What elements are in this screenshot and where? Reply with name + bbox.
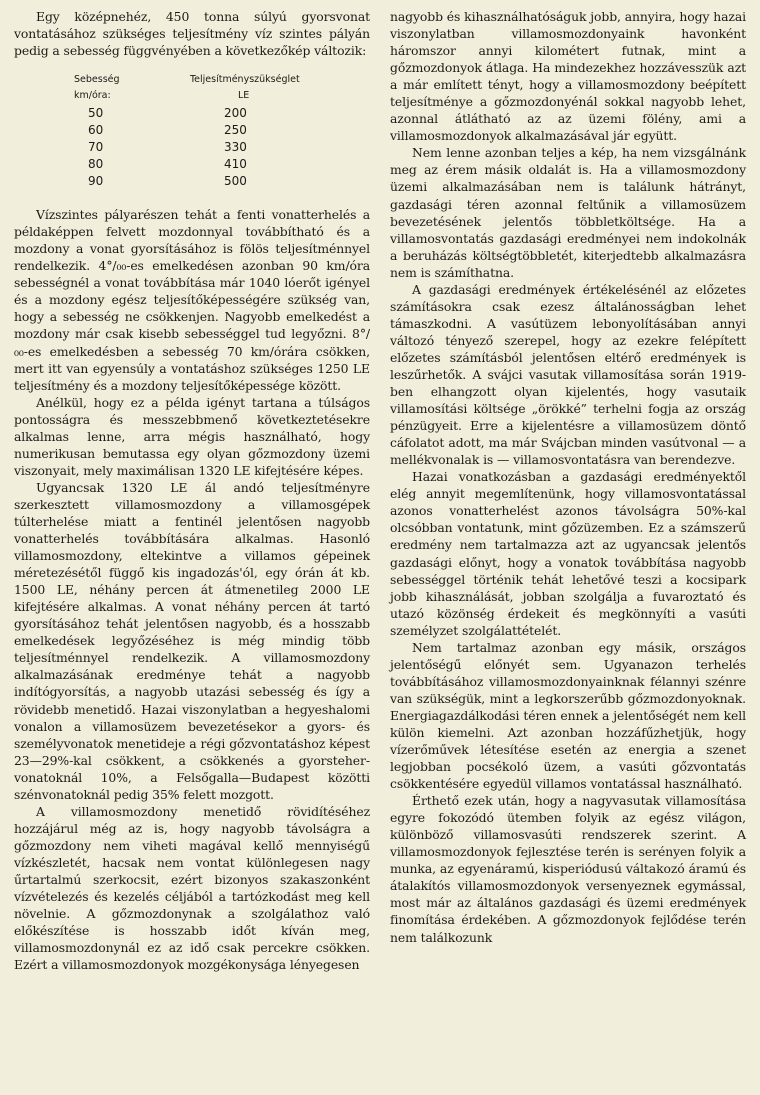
body-paragraph: Nem lenne azonban teljes a kép, ha nem vizsgálnánk meg az érem másik oldalát is. Ha a villamosmozdony üzemi alkalmazásában nem is találunk hátrányt, gazdasági téren azonnal feltűnik a villamosüzem bevezetésének jelentős többletköltsége. Ha a villamosvontatás gazdasági eredményei nem indokolnák a beruházás költségtöbbletét, kiterjedtebb alkalmazásra nem is számíthatna. bbox=[390, 145, 746, 280]
table-row bbox=[74, 105, 370, 122]
body-paragraph: A villamosmozdony menetidő rövidítéséhez hozzájárul még az is, hogy nagyobb távolságra a gőzmozdony nem viheti magával kellő mennyiségű vízkészletét, hacsak nem vontat különlegesen nagy űrtartalmú szerkocsit, ezért bizonyos szakaszonként vízvételezés és kezelés céljából a tartózkodást meg kell növelnie. A gőzmozdonynak a szolgálathoz való előkészítése is hosszabb időt kíván meg, villamosmozdonynál ez az idő csak percekre csökken. Ezért a villamosmozdonyok mozgékonysága lényegesen bbox=[14, 803, 370, 973]
table-cell-power: 250 bbox=[223, 123, 247, 138]
table-cell-speed: 80 bbox=[88, 157, 104, 172]
table-row bbox=[74, 122, 370, 139]
table-cell-power: 410 bbox=[223, 157, 247, 172]
table-cell-power: 330 bbox=[223, 140, 247, 155]
body-paragraph: A gazdasági eredmények értékelésénél az előzetes számításokra csak ezesz általánosságban lehet támaszkodni. A vasútüzem lebonyolításában annyi változó tényező szerepel, hogy az ezekre felépített előzetes számításból jelentősen eltérő eredmények is leszűrhetők. A svájci vasutak villamosítása során 1919-ben elhangzott olyan kijelentés, hogy vasutaik villamosítási költsége „örökké” terhelni fogja az ország pénzügyeit. Erre a kijelentésre a villamosüzem döntő cáfolatot adott, ma már Svájcban minden vasútvonal — a mellékvonalak is — villamosvontatásra van berendezve. bbox=[390, 281, 746, 468]
body-paragraph: Nem tartalmaz azonban egy másik, országos jelentőségű előnyét sem. Ugyanazon terhelés továbbításához villamosmozdonyainknak félannyi szénre van szükségük, mint a legkorszerűbb gőzmozdonyoknak. Energiagazdálkodási téren ennek a jelentőségét nem kell külön kiemelni. Azt azonban hozzáfűzhetjük, hogy vízerőművek létesítése esetén az energia a szenet legjobban pocsékoló üzem, a vasúti gőzvontatás csökkentésére egyedül villamos vontatással használható. bbox=[390, 639, 746, 792]
body-paragraph-continued: nagyobb és kihasználhatóságuk jobb, annyira, hogy hazai viszonylatban villamosmozdonyaink havonként háromszor annyi kilométert futnak, mint a gőzmozdonyok átlaga. Ha mindezekhez hozzávesszük azt a már említett tényt, hogy a villamosmozdony beépített teljesítménye a gőzmozdonyénál sokkal nagyobb lehet, azonnal átlátható az az üzemi fölény, ami a villamosmozdonyok alkalmazásával jár együtt. bbox=[390, 9, 746, 144]
table-header-power: Teljesítményszükséglet bbox=[189, 74, 300, 86]
body-paragraph: Érthető ezek után, hogy a nagyvasutak villamosítása egyre fokozódó ütemben folyik az egész világon, különböző villamosvasúti rendszerek szerint. A villamosmozdonyok fejlesztése terén is serényen folyik a munka, az egyenáramú, kisperiódusú váltakozó áramú és átalakítós villamosmozdonyok versenyeznek egymással, most már az általános gazdasági és üzemi eredmények finomítása érdekében. A gőzmozdonyok fejlődése terén nem találkozunk bbox=[390, 793, 746, 945]
speed-power-table bbox=[74, 73, 370, 190]
table-cell-speed: 60 bbox=[88, 123, 104, 138]
table-cell-power: 500 bbox=[223, 174, 247, 189]
table-cell-speed: 50 bbox=[88, 106, 104, 121]
table-row bbox=[74, 156, 370, 173]
body-paragraph: Vízszintes pályarészen tehát a fenti vonatterhelés a példaképpen felvett mozdonnyal továbbítható és a mozdony a vonat gyorsításához is fölös teljesítménnyel rendelkezik. 4°/₀₀-es emelkedésen azonban 90 km/óra sebességnél a vonat továbbítása már 1040 lóerőt igényel és a mozdony egész teljesítőképességére szükség van, hogy a sebesség ne csökkenjen. Nagyobb emelkedést a mozdony már csak kisebb sebességgel tud legyőzni. 8°/₀₀-es emelkedésben a sebesség 70 km/órára csökken, mert itt van egyensúly a vontatáshoz szükséges 1250 LE teljesítmény és a mozdony teljesítőképessége között. bbox=[14, 207, 370, 393]
table-cell-speed: 70 bbox=[88, 140, 104, 155]
left-column bbox=[14, 8, 370, 973]
table-header-power-unit: LE bbox=[237, 90, 250, 102]
intro-paragraph: Egy középnehéz, 450 tonna súlyú gyorsvonat vontatásához szükséges teljesítmény víz szintes pályán pedig a sebesség függvényében a következőkép változik: bbox=[14, 9, 370, 59]
table-header-speed-unit: km/óra: bbox=[74, 90, 111, 102]
table-row bbox=[74, 139, 370, 156]
table-header-speed: Sebesség bbox=[74, 74, 120, 86]
body-paragraph: Anélkül, hogy ez a példa igényt tartana a túlságos pontosságra és messzebbmenő következtetésekre alkalmas lenne, arra mégis használható, hogy numerikusan bemutassa egy olyan gőzmozdony üzemi viszonyait, mely maximálisan 1320 LE kifejtésére képes. bbox=[14, 394, 370, 478]
table-row bbox=[74, 173, 370, 190]
right-column bbox=[390, 8, 746, 946]
body-paragraph: Hazai vonatkozásban a gazdasági eredményektől elég annyit megemlítenünk, hogy villamosvontatással azonos vonatterhelést azonos távolságra 50%-kal olcsóbban vontatunk, mint gőzüzemben. Ez a számszerű eredmény nem tartalmazza azt az ugyancsak jelentős gazdasági előnyt, hogy a vonatok továbbítása nagyobb sebességgel történik tehát lehetővé teszi a kocsipark jobb kihasználását, jobban szolgálja a fuvaroztató és utazó közönség érdekeit és megkönnyíti a vasúti személyzet szolgálattételét. bbox=[390, 469, 746, 638]
table-cell-power: 200 bbox=[223, 106, 247, 121]
table-cell-speed: 90 bbox=[88, 174, 104, 189]
body-paragraph: Ugyancsak 1320 LE ál andó teljesítményre szerkesztett villamosmozdony a villamosgépek túlterhelése miatt a fentinél jelentősen nagyobb vonatterhelés továbbítására alkalmas. Hasonló villamosmozdony, eltekintve a villamos gépeinek méretezésétől függő kis ingadozás'ól, egy órán át kb. 1500 LE, néhány percen át átmenetileg 2000 LE kifejtésére alkalmas. A vonat néhány percen át tartó gyorsításához tehát jelentősen nagyobb, és a hosszabb emelkedések legyőzéséhez is még mindig több teljesítménnyel rendelkezik. A villamosmozdony alkalmazásának eredménye tehát a nagyobb indítógyorsítás, a nagyobb utazási sebesség és így a rövidebb menetidő. Hazai viszonylatban a hegyeshalomi vonalon a villamosüzem bevezetésekor a gyors- és személyvonatok menetideje a régi gőzvontatáshoz képest 23—29%-kal csökkent, a csökkenés a gyorstehervonatoknál 10%, a Felsőgalla—Budapest közötti szénvonatoknál pedig 35% felett mozgott. bbox=[14, 479, 370, 802]
